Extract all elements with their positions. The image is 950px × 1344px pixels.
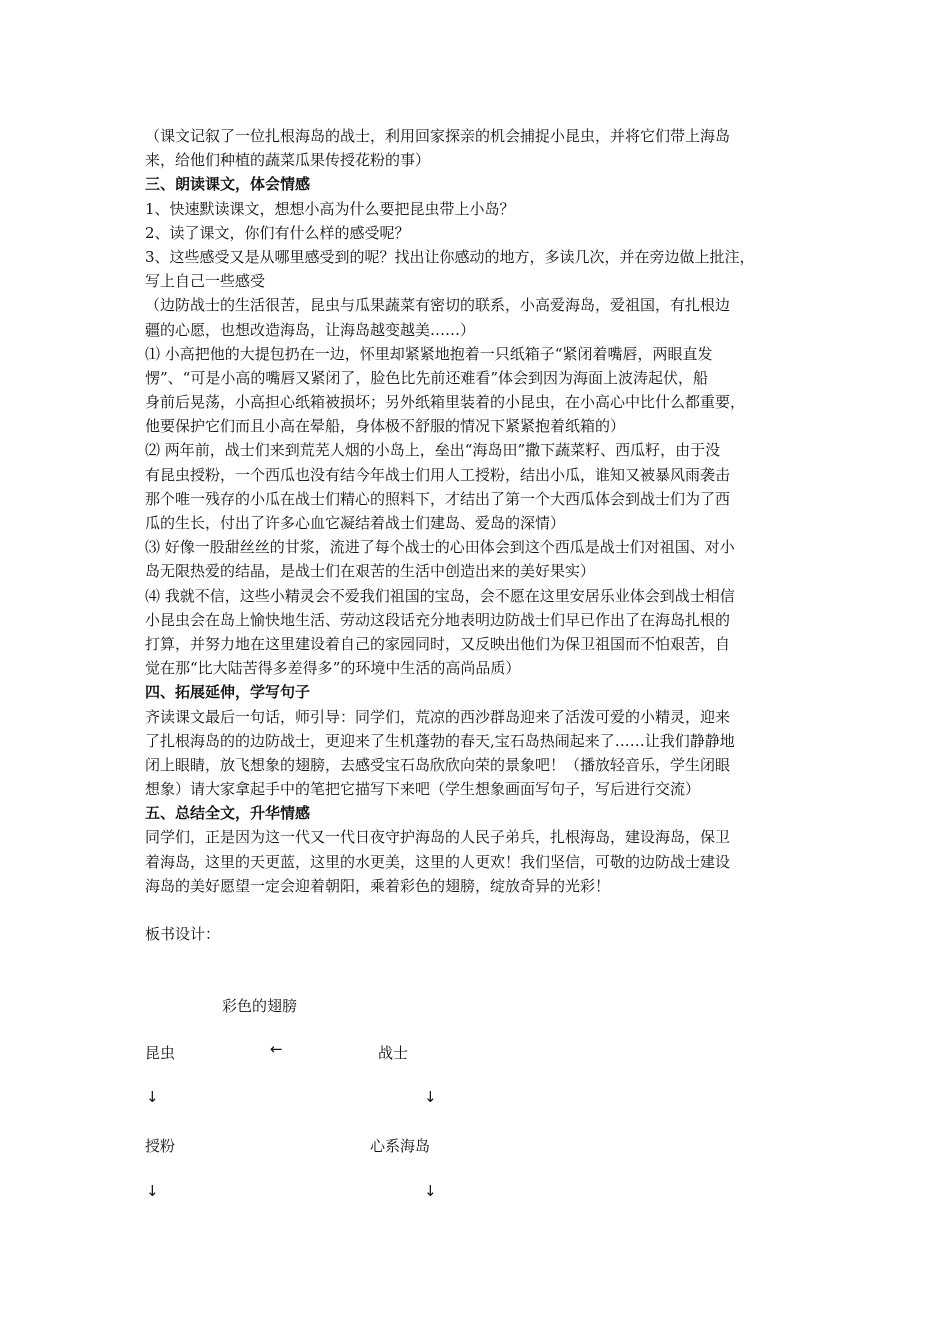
paragraph: [145, 221, 830, 245]
text-line: 2、读了课文，你们有什么样的感受呢？: [145, 223, 410, 242]
text-line: 那个唯一残存的小瓜在战士们精心的照料下，才结出了第一个大西瓜体会到战士们为了西: [145, 489, 731, 508]
text-line: ⑷ 我就不信，这些小精灵会不爱我们祖国的宝岛，会不愿在这里安居乐业体会到战士相信: [145, 586, 735, 605]
text-line: 同学们，正是因为这一代又一代日夜守护海岛的人民子弟兵，扎根海岛，建设海岛，保卫: [145, 828, 731, 847]
paragraph: [145, 584, 830, 681]
text-line: 疆的心愿，也想改造海岛，让海岛越变越美……）: [145, 320, 476, 339]
paragraph: [145, 293, 830, 341]
paragraph: [145, 245, 830, 293]
board-title: 彩色的翅膀: [222, 997, 298, 1015]
text-line: 有昆虫授粉，一个西瓜也没有结今年战士们用人工授粉，结出小瓜，谁知又被暴风雨袭击: [145, 465, 731, 484]
paragraph: [145, 124, 830, 172]
text-line: 海岛的美好愿望一定会迎着朝阳，乘着彩色的翅膀，绽放奇异的光彩！: [145, 876, 611, 895]
board-pollination: 授粉: [145, 1137, 176, 1155]
text-line: 五、总结全文，升华情感: [145, 804, 311, 823]
text-line: 齐读课文最后一句话，师引导：同学们，荒凉的西沙群岛迎来了活泼可爱的小精灵，迎来: [145, 707, 731, 726]
text-line: ⑵ 两年前，战士们来到荒芜人烟的小岛上，垒出“海岛田”撒下蔬菜籽、西瓜籽，由于没: [145, 441, 721, 460]
text-line: 闭上眼睛，放飞想象的翅膀，去感受宝石岛欣欣向荣的景象吧！（播放轻音乐，学生闭眼: [145, 755, 731, 774]
text-line: 3、这些感受又是从哪里感受到的呢？找出让你感动的地方，多读几次，并在旁边做上批注，: [145, 247, 755, 266]
paragraph: [145, 535, 830, 583]
text-line: （边防战士的生活很苦，昆虫与瓜果蔬菜有密切的联系，小高爱海岛，爱祖国，有扎根边: [145, 296, 731, 315]
board-island-heart: 心系海岛: [370, 1137, 431, 1155]
paragraph: [145, 438, 830, 535]
text-line: ⑴ 小高把他的大提包扔在一边，怀里却紧紧地抱着一只纸箱子“紧闭着嘴唇，两眼直发: [145, 344, 713, 363]
paragraph: [145, 825, 830, 898]
text-line: 身前后晃荡，小高担心纸箱被损坏；另外纸箱里装着的小昆虫，在小高心中比什么都重要，: [145, 393, 746, 412]
text-line: 板书设计：: [145, 925, 221, 943]
text-line: 想象）请大家拿起手中的笔把它描写下来吧（学生想象画面写句子，写后进行交流）: [145, 780, 701, 799]
text-line: ⑶ 好像一股甜丝丝的甘浆，流进了每个战士的心田体会到这个西瓜是战士们对祖国、对小: [145, 538, 735, 557]
left-arrow-icon: ←: [270, 1040, 283, 1058]
document-body: [145, 124, 830, 946]
text-line: 1、快速默读课文，想想小高为什么要把昆虫带上小岛？: [145, 199, 515, 218]
text-line: 小昆虫会在岛上愉快地生活、劳动这段话充分地表明边防战士们早已作出了在海岛扎根的: [145, 610, 731, 629]
text-line: 愣”、“可是小高的嘴唇又紧闭了，脸色比先前还难看”体会到因为海面上波涛起伏，船: [145, 368, 709, 387]
down-arrow-icon: ↓: [146, 1088, 159, 1106]
down-arrow-icon: ↓: [424, 1088, 437, 1106]
text-line: 四、拓展延伸，学写句子: [145, 683, 311, 702]
text-line: 着海岛，这里的天更蓝，这里的水更美，这里的人更欢！我们坚信，可敬的边防战士建设: [145, 852, 731, 871]
text-line: 觉在那“比大陆苦得多差得多”的环境中生活的高尚品质）: [145, 659, 521, 678]
paragraph: [145, 342, 830, 439]
text-line: 打算，并努力地在这里建设着自己的家园同时，又反映出他们为保卫祖国而不怕艰苦，自: [145, 634, 731, 653]
board-soldier: 战士: [378, 1044, 409, 1062]
section-heading: [145, 801, 830, 825]
text-line: 了扎根海岛的的边防战士，更迎来了生机蓬勃的春天,宝石岛热闹起来了……让我们静静地: [145, 731, 735, 750]
paragraph: [145, 922, 830, 946]
section-heading: [145, 680, 830, 704]
paragraph: [145, 197, 830, 221]
text-line: 写上自己一些感受: [145, 272, 266, 291]
down-arrow-icon: ↓: [146, 1182, 159, 1200]
text-line: 瓜的生长，付出了许多心血它凝结着战士们建岛、爱岛的深情）: [145, 514, 566, 532]
section-heading: [145, 172, 830, 196]
text-line: 来，给他们种植的蔬菜瓜果传授花粉的事）: [145, 151, 431, 170]
blank-gap: [145, 898, 830, 922]
text-line: 岛无限热爱的结晶，是战士们在艰苦的生活中创造出来的美好果实）: [145, 562, 596, 581]
text-line: 他要保护它们而且小高在晕船，身体极不舒服的情况下紧紧抱着纸箱的）: [145, 417, 626, 436]
paragraph: [145, 705, 830, 802]
board-insect: 昆虫: [145, 1044, 176, 1062]
down-arrow-icon: ↓: [424, 1182, 437, 1200]
text-line: （课文记叙了一位扎根海岛的战士，利用回家探亲的机会捕捉小昆虫，并将它们带上海岛: [145, 127, 731, 145]
text-line: 三、朗读课文，体会情感: [145, 175, 311, 194]
